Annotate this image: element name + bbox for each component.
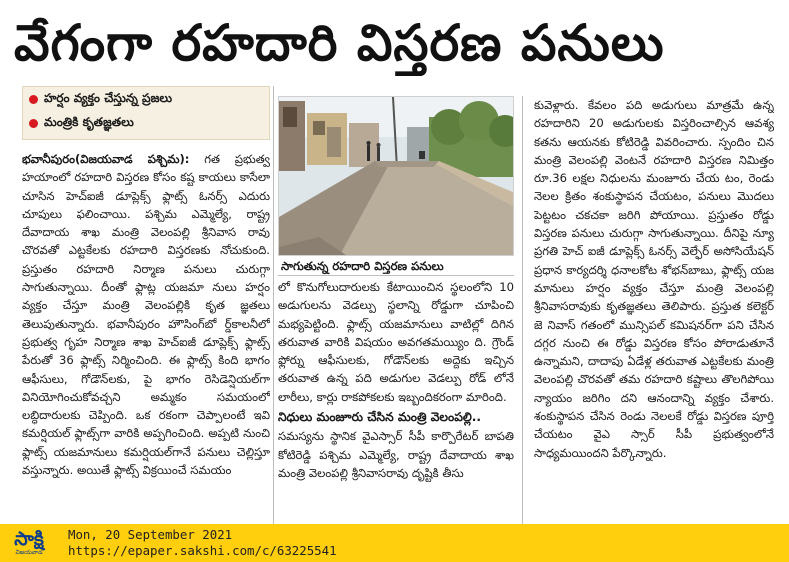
bullet-icon xyxy=(29,119,38,128)
highlight-item xyxy=(23,87,269,111)
headline: వేగంగా రహదారి విస్తరణ పనులు xyxy=(14,14,665,72)
footer-info xyxy=(68,527,337,559)
article-paragraph: కువెళ్లారు. కేవలం పది అడుగులు మాత్రమే ఉన్న రహదారిని 20 అడుగులకు విస్తరించాల్సిన ఆవశ్య కతను ఆయనకు కోటిరెడ్డి వివరించారు. స్పందిం చిన మంత్రి వెలంపల్లి వెంటనే రహదారి విస్తరణ నిమిత్తం రూ.36 లక్షల నిధులను మంజూరు చేయ టం, రెండు నెలల క్రితం శంకుస్థాపన చేయటం, పనులు మొదలు పెట్టటం చకచకా జరిగి పోయాయి. ప్రస్తుతం రోడ్డు విస్తరణ పనులు చురుగ్గా సాగుతున్నాయి. దీనిపై న్యూ ప్రగతి హెచ్ ఐజీ డూప్లెక్స్ ఓనర్స్ వెల్ఫేర్ అసోసియేషన్ ప్రధాన కార్యదర్శి ధనాలకోట శోభన్‌బాబు, ఫ్లాట్స్ యజ మానులు హర్షం వ్యక్తం చేస్తూ మంత్రి వెలంపల్లి శ్రీనివాసరావుకు కృతజ్ఞతలు తెలిపారు. ప్రస్తుత కలెక్టర్ జె నివాస్ గతంలో మున్సిపల్ కమిషనర్‌గా పని చేసిన దగ్గర నుంచి ఈ రోడ్డు విస్తరణ కోసం పోరాడుతూనే ఉన్నామని, దాదాపు ఏడేళ్ల తరువాత ఎట్టకేలకు మంత్రి వెలంపల్లి చొరవతో తమ రహదారి కష్టాలు తొలగిపోయి న్యాయం జరిగిం దని ఆనందాన్ని వ్యక్తం చేశారు. శంకుస్థాపన చేసిన రెండు నెలలకే రోడ్డు విస్తరణ పూర్తి చేయటం వైఎ స్సార్ సీపీ ప్రభుత్వంలోనే సాధ్యమయిందని పేర్కొన్నారు. xyxy=(534,98,774,460)
article-column-1 xyxy=(22,150,270,535)
dateline: భవానీపురం(విజయవాడ పశ్చిమ): xyxy=(22,152,190,166)
logo-mark: సాక్షి xyxy=(14,528,44,550)
column-divider xyxy=(273,86,274,532)
article-paragraph xyxy=(22,150,270,479)
road-photo-image xyxy=(279,97,514,256)
column-divider xyxy=(522,96,523,532)
epaper-url[interactable]: https://epaper.sakshi.com/c/63225541 xyxy=(68,543,337,558)
publication-date: Mon, 20 September 2021 xyxy=(68,527,233,542)
sakshi-logo xyxy=(0,524,58,562)
article-subheading: నిధులు మంజూరు చేసిన మంత్రి వెలంపల్లి.. xyxy=(278,410,482,425)
road-photo xyxy=(278,96,514,256)
article-column-2 xyxy=(278,278,514,535)
photo-caption: సాగుతున్న రహదారి విస్తరణ పనులు xyxy=(278,256,514,276)
footer-bar xyxy=(0,524,789,562)
highlights-box xyxy=(22,86,270,140)
logo-edition: విజయవాడ xyxy=(15,549,43,556)
highlight-item xyxy=(23,111,269,135)
article-paragraph: లో కొనుగోలుదారులకు కేటాయించిన స్థలంలోని 10 అడుగులను వెడల్పు స్థలాన్ని రోడ్డుగా చూపించి మభ్యపెట్టింది. ఫ్లాట్స్ యజమానులు వాటిల్లో దిగిన తరువాత వారికి విషయం అవగతమయ్యిం ది. గ్రౌండ్ ఫ్లోర్ను ఆఫీసులకు, గోడౌన్‌లకు అద్దెకు ఇచ్చిన తరువాత ఉన్న పది అడుగుల వెడల్పు రోడ్ లోనే లారీలు, కార్లు రాకపోకలకు ఇబ్బందికరంగా మారింది. xyxy=(278,280,514,404)
article-text: గత ప్రభుత్వ హయాంలో రహదారి విస్తరణ కోసం కష్ట కాయలు కాసేలా చూసిన హెచ్ఐజీ డూప్లెక్స్ ఫ్లాట్స్ ఓనర్స్ ఎదురు చూపులు ఫలించాయి. పశ్చిమ ఎమ్మెల్యే, రాష్ట్ర దేవాదాయ శాఖ మంత్రి వెలంపల్లి శ్రీనివాస రావు చొరవతో ఎట్టకేలకు రహదారి విస్తరణకు నోచుకుంది. ప్రస్తుతం రహదారి నిర్మాణ పనులు చురుగ్గా సాగుతున్నాయి. దీంతో ఫ్లాట్ల యజమా నులు హర్షం వ్యక్తం చేస్తూ మంత్రి వెలంపల్లికి కృత జ్ఞతలు తెలుపుతున్నారు. భవానీపురం హౌసింగ్‌బో ర్డ్‌కాలనీలో ప్రభుత్వ గృహ నిర్మాణ శాఖ హెచ్ఐజీ డూప్లెక్స్ ఫ్లాట్స్ పేరుతో 36 ఫ్లాట్స్ నిర్మించింది. ఈ ఫ్లాట్స్ కింది భాగం ఆఫీసులు, గోడౌన్‌లకు, పై భాగం రెసిడెన్షియల్‌గా వినియోగించుకోవచ్చని అమ్మకం సమయంలో లబ్ధిదారులకు చెప్పింది. ఒక రకంగా చెప్పాలంటే ఇవి కమర్షియల్ ఫ్లాట్స్‌గా వారికి అప్పగించింది. అప్పటి నుంచి ఫ్లాట్స్ యజమానులు కమర్షియల్‌గానే పనులు చెల్లిస్తూ వస్తున్నారు. అయితే ఫ్లాట్స్ విక్రయించే సమయం xyxy=(22,152,270,478)
article-column-3 xyxy=(534,96,774,516)
highlight-text: మంత్రికి కృతజ్ఞతలు xyxy=(44,114,134,129)
article-paragraph: సమస్యను స్థానిక వైఎస్సార్ సీపీ కార్పొరేటర్ బాపతి కోటిరెడ్డి పశ్చిమ ఎమ్మెల్యే, రాష్ట్ర దేవాదాయ శాఖ మంత్రి వెలంపల్లి శ్రీనివాసరావు దృష్టికి తీసు xyxy=(278,429,514,480)
bullet-icon xyxy=(29,95,38,104)
highlight-text: హర్షం వ్యక్తం చేస్తున్న ప్రజలు xyxy=(44,90,173,105)
